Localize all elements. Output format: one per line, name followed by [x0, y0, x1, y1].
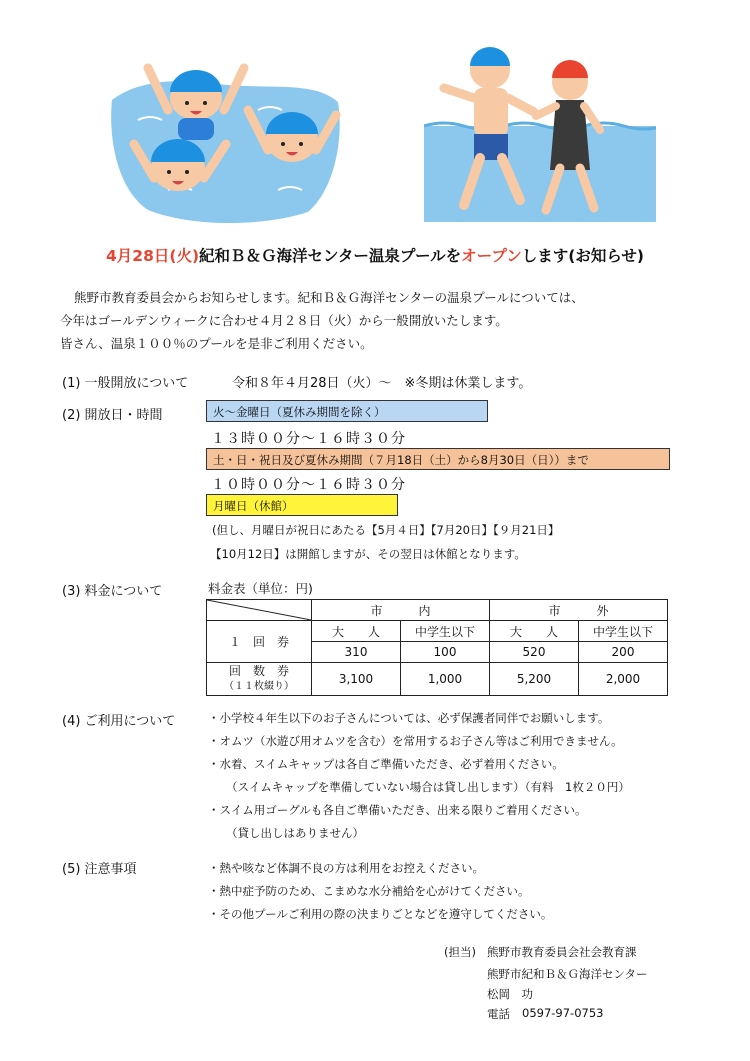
contact-phone-label: 電話: [487, 1007, 510, 1021]
weekday-label-box: 火～金曜日（夏休み期間を除く）: [206, 400, 488, 422]
weekend-label-box: 土・日・祝日及び夏休み期間（７月18日（土）から8月30日（日））まで: [206, 448, 670, 470]
header-adult-inside: 大 人: [312, 621, 401, 642]
announcement-title: [0, 244, 750, 266]
price-coupon-adult-outside: 5,200: [490, 663, 579, 696]
section-4-heading: (4) ご利用について: [62, 714, 176, 729]
header-adult-outside: 大 人: [490, 621, 579, 642]
table-corner-cell: [207, 600, 312, 621]
holiday-note-1: (但し、月曜日が祝日にあたる【5月４日】【7月20日】【９月21日】: [212, 523, 560, 537]
row-single-ticket: １ 回 券: [207, 621, 312, 663]
usage-item: ・オムツ（水遊び用オムツを含む）を常用するお子さん等はご利用できません。: [208, 734, 623, 748]
header-child-inside: 中学生以下: [401, 621, 490, 642]
section-5-heading: (5) 注意事項: [62, 862, 137, 877]
usage-item: （貸し出しはありません）: [226, 826, 364, 840]
contact-phone: 0597-97-0753: [522, 1006, 604, 1020]
title-end: します(お知らせ): [521, 247, 644, 265]
price-single-child-inside: 100: [401, 642, 490, 663]
price-single-adult-inside: 310: [312, 642, 401, 663]
fee-table: [206, 599, 668, 696]
closed-day-box: 月曜日（休館）: [206, 494, 398, 516]
row-coupon-ticket: [207, 663, 312, 696]
header-inside-city: 市 内: [312, 600, 490, 621]
contact-person: 松岡 功: [487, 987, 533, 1001]
usage-item: （スイムキャップを準備していない場合は貸し出します）（有料 1枚２０円）: [226, 780, 630, 794]
weekday-hours: １３時００分～１６時３０分: [211, 431, 406, 447]
usage-item: ・スイム用ゴーグルも各自ご準備いただき、出来る限りご着用ください。: [208, 803, 587, 817]
section-2-heading: (2) 開放日・時間: [62, 408, 163, 423]
contact-role: (担当): [444, 945, 476, 959]
holiday-note-2: 【10月12日】は開館しますが、その翌日は休館となります。: [210, 547, 526, 561]
title-middle: 紀和Ｂ＆Ｇ海洋センター温泉プールを: [199, 247, 462, 265]
usage-item: ・水着、スイムキャップは各自ご準備いただき、必ず着用ください。: [208, 757, 564, 771]
usage-item: ・小学校４年生以下のお子さんについては、必ず保護者同伴でお願いします。: [208, 711, 610, 725]
price-coupon-adult-inside: 3,100: [312, 663, 401, 696]
weekend-hours: １０時００分～１６時３０分: [211, 477, 406, 493]
coupon-note: （１１枚綴り）: [224, 681, 294, 692]
contact-department: 熊野市教育委員会社会教育課: [487, 945, 637, 959]
adults-water-walking-illustration: [424, 40, 656, 225]
fee-table-caption: 料金表（単位：円): [208, 581, 313, 596]
title-open: オープン: [461, 247, 522, 265]
caution-item: ・熱中症予防のため、こまめな水分補給を心がけてください。: [208, 884, 530, 898]
price-single-child-outside: 200: [579, 642, 668, 663]
kids-swimming-illustration: [108, 40, 344, 225]
intro-line-2: 今年はゴールデンウィークに合わせ４月２８日（火）から一般開放いたします。: [60, 313, 508, 328]
price-single-adult-outside: 520: [490, 642, 579, 663]
intro-line-1: 熊野市教育委員会からお知らせします。紀和Ｂ＆Ｇ海洋センターの温泉プールについては、: [74, 290, 584, 305]
caution-item: ・熱や咳など体調不良の方は利用をお控えください。: [208, 861, 484, 875]
title-date: 4月28日(火): [106, 247, 200, 265]
header-child-outside: 中学生以下: [579, 621, 668, 642]
price-coupon-child-inside: 1,000: [401, 663, 490, 696]
open-date-text: 令和８年４月28日（火）～ ※冬期は休業します。: [232, 376, 532, 391]
intro-line-3: 皆さん、温泉１００％のプールを是非ご利用ください。: [60, 336, 373, 351]
section-1-heading: (1) 一般開放について: [62, 376, 189, 391]
header-outside-city: 市 外: [490, 600, 668, 621]
coupon-label: 回 数 券: [228, 664, 289, 678]
contact-center: 熊野市紀和Ｂ＆Ｇ海洋センター: [487, 967, 648, 981]
price-coupon-child-outside: 2,000: [579, 663, 668, 696]
section-3-heading: (3) 料金について: [62, 584, 163, 599]
caution-item: ・その他プールご利用の際の決まりごとなどを遵守してください。: [208, 907, 553, 921]
